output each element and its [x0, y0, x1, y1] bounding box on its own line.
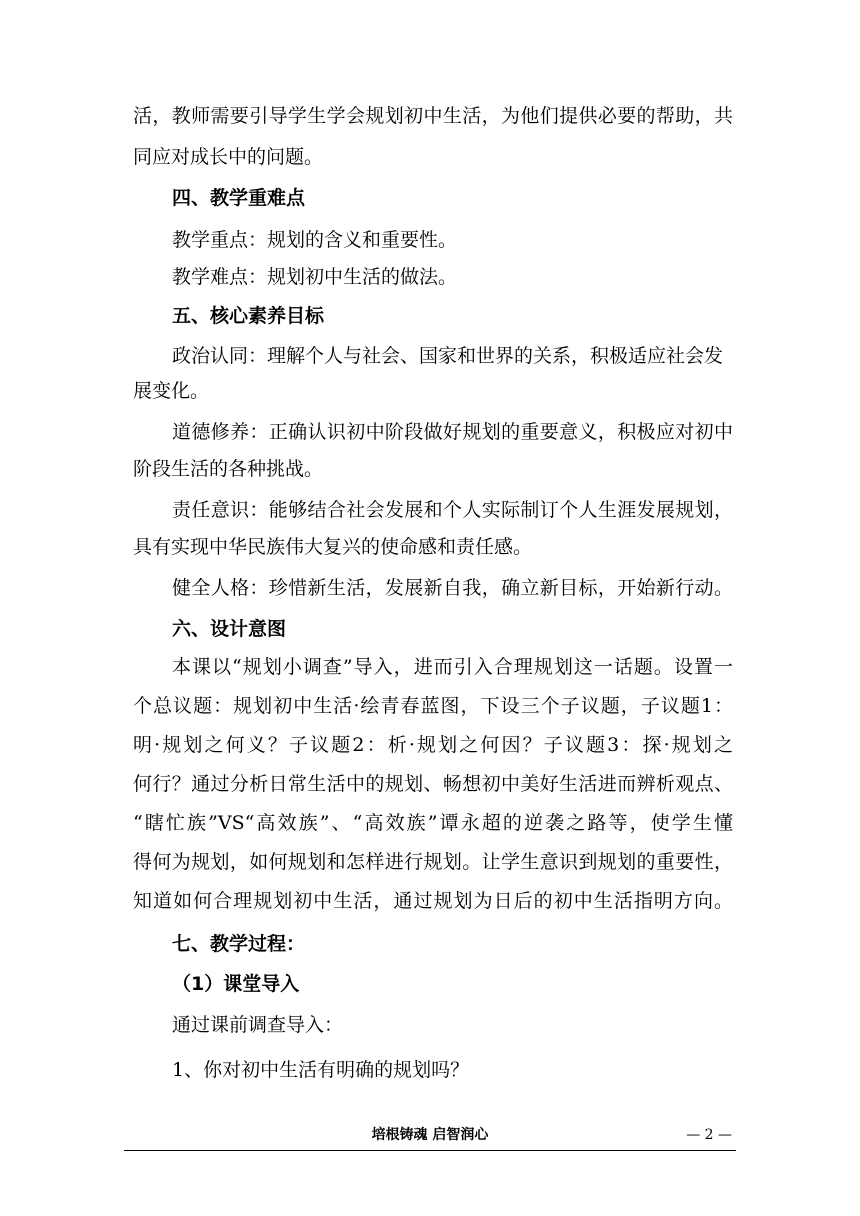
paragraph-line: 教学难点：规划初中生活的做法。 [172, 266, 458, 288]
paragraph-line: 健全人格：珍惜新生活，发展新自我，确立新目标，开始新行动。 [172, 577, 733, 599]
paragraph-line: 本课以“规划小调查”导入，进而引入合理规划这一话题。设置一 [172, 656, 733, 678]
paragraph-line: 政治认同：理解个人与社会、国家和世界的关系，积极适应社会发 [172, 345, 724, 367]
paragraph-line: 得何为规划，如何规划和怎样进行规划。让学生意识到规划的重要性， [133, 851, 733, 873]
paragraph-line: 责任意识：能够结合社会发展和个人实际制订个人生涯发展规划， [172, 499, 733, 521]
section-heading: 七、教学过程： [172, 933, 306, 955]
footer-motto: 培根铸魂 启智润心 [371, 1127, 489, 1143]
paragraph-line: 阶段生活的各种挑战。 [133, 458, 324, 480]
paragraph-line: 具有实现中华民族伟大复兴的使命感和责任感。 [133, 536, 533, 558]
section-heading: 六、设计意图 [172, 618, 287, 640]
paragraph-line: “瞎忙族”VS“高效族”、“高效族”谭永超的逆袭之路等，使学生懂 [133, 812, 733, 834]
paragraph-line: 知道如何合理规划初中生活，通过规划为日后的初中生活指明方向。 [133, 890, 733, 912]
paragraph-line: 个总议题：规划初中生活·绘青春蓝图，下设三个子议题，子议题1： [133, 695, 733, 717]
section-heading: 四、教学重难点 [172, 187, 306, 209]
paragraph-line: 1、你对初中生活有明确的规划吗？ [172, 1059, 470, 1081]
paragraph-line: 明·规划之何义？子议题2：析·规划之何因？子议题3：探·规划之 [133, 734, 733, 756]
paragraph-line: 通过课前调查导入： [172, 1014, 344, 1036]
page-number: — 2 — [686, 1127, 732, 1143]
paragraph-line: 展变化。 [133, 380, 210, 402]
paragraph-line: 道德修养：正确认识初中阶段做好规划的重要意义，积极应对初中 [172, 421, 733, 443]
paragraph-line: 教学重点：规划的含义和重要性。 [172, 229, 458, 251]
paragraph-line: 活，教师需要引导学生学会规划初中生活，为他们提供必要的帮助，共 [133, 105, 733, 127]
paragraph-line: 同应对成长中的问题。 [133, 146, 324, 168]
subsection-heading: （1）课堂导入 [172, 973, 300, 995]
section-heading: 五、核心素养目标 [172, 305, 325, 327]
paragraph-line: 何行？通过分析日常生活中的规划、畅想初中美好生活进而辨析观点、 [133, 773, 733, 795]
footer-divider [124, 1150, 736, 1151]
